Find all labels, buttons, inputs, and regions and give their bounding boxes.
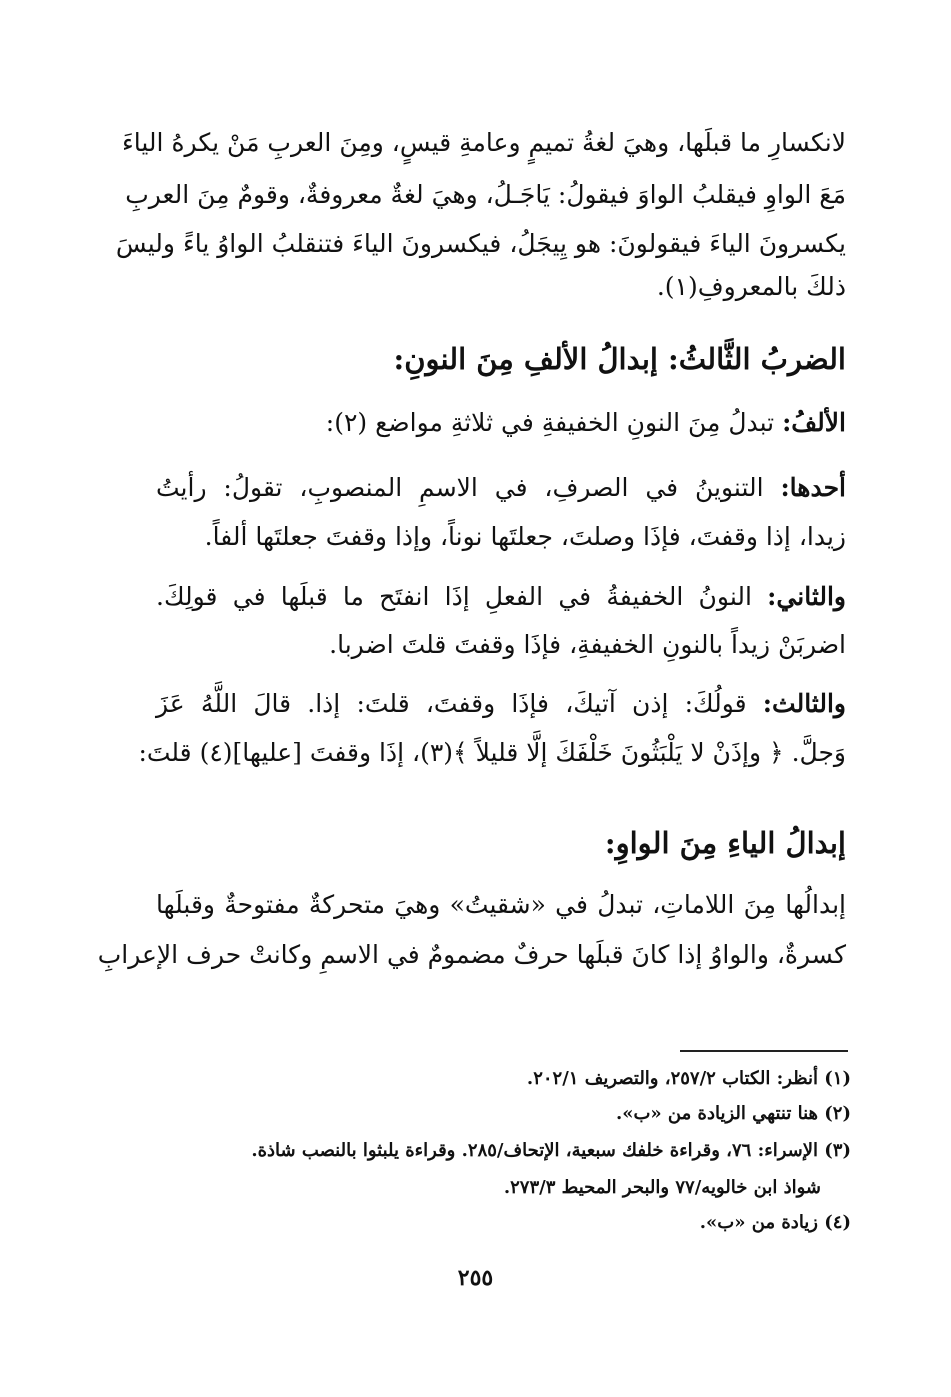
body-line-1: لانكسارِ ما قبلَها، وهيَ لغةُ تميمٍ وعامةِ قيسٍ، ومِنَ العربِ مَنْ يكرهُ الياءَ (122, 128, 846, 157)
body-line-4: ذلكَ بالمعروفِ(١). (656, 272, 846, 301)
footnote-4: (٤) زيادة من «ب». (699, 1212, 851, 1233)
third-line-1 (156, 689, 846, 718)
second-lead: والثاني: (767, 582, 846, 611)
intro-lead: الألفُ: (782, 408, 846, 437)
body-line-2: مَعَ الواوِ فيقلبُ الواوَ فيقولُ: يَاجَـلُ، وهيَ لغةٌ معروفةٌ، وقومٌ مِنَ العربِ (125, 180, 846, 209)
first-lead: أحدها: (780, 473, 846, 502)
footnote-divider (680, 1050, 848, 1052)
footnote-3: (٣) الإسراء: ٧٦، وقراءة خلفك سبعية، الإتحاف/٢٨٥. وقراءة يلبثوا بالنصب شاذة. (251, 1140, 851, 1161)
third-text: قولُكَ: إذن آتيكَ، فإذَا وقفتَ، قلتَ: إذا. قالَ اللَّهُ عَزَ (156, 689, 763, 718)
third-line-2: وَجلَّ. ﴿ وإذَنْ لا يَلْبَثُونَ خَلْفَكَ إلَّا قليلاً ﴾(٣)، إذَا وقفتَ [عليها](٤) قلتَ: (138, 738, 846, 767)
section-heading-ya-from-waw: إبدالُ الياءِ مِنَ الواوِ: (604, 826, 846, 860)
second-line-1 (156, 582, 846, 611)
page-number: ٢٥٥ (457, 1265, 494, 1291)
footnote-3-continued: شواذ ابن خالويه/٧٧ والبحر المحيط ٢٧٣/٣. (503, 1177, 821, 1198)
intro-line (156, 408, 846, 437)
footnote-1: (١) أنظر: الكتاب ٢٥٧/٢، والتصريف ٢٠٢/١. (526, 1068, 851, 1089)
first-text: التنوينُ في الصرفِ، في الاسمِ المنصوبِ، تقولُ: رأيتُ (156, 473, 781, 502)
second-text: النونُ الخفيفةُ في الفعلِ إذَا انفتَح ما قبلَها في قولِكَ. (156, 582, 768, 611)
second-line-2: اضربَنْ زيداً بالنونِ الخفيفةِ، فإذَا وقفتَ قلتَ اضربا. (329, 630, 846, 659)
body-line-3: يكسرونَ الياءَ فيقولونَ: هو يِيجَلُ، فيكسرونَ الياءَ فتنقلبُ الواوُ ياءً وليسَ (115, 229, 846, 258)
last-para-line-1: إبدالُها مِنَ اللاماتِ، تبدلُ في «شقيتُ» وهيَ متحركةٌ مفتوحةٌ وقبلَها (156, 890, 846, 919)
third-lead: والثالث: (762, 689, 846, 718)
intro-text: تبدلُ مِنَ النونِ الخفيفةِ في ثلاثةِ مواضع (٢): (325, 408, 783, 437)
first-line-2: زيدا، إذا وقفتَ، فإذَا وصلتَ، جعلتَها نوناً، وإذا وقفتَ جعلتَها ألفاً. (204, 522, 846, 551)
last-para-line-2: كسرةٌ، والواوُ إذا كانَ قبلَها حرفٌ مضمومٌ في الاسمِ وكانتْ حرف الإعرابِ (97, 940, 846, 969)
footnote-2: (٢) هنا تنتهي الزيادة من «ب». (615, 1103, 851, 1124)
first-line-1 (156, 473, 846, 502)
section-heading-third-type: الضربُ الثَّالثُ: إبدالُ الألفِ مِنَ النونِ: (393, 342, 846, 376)
